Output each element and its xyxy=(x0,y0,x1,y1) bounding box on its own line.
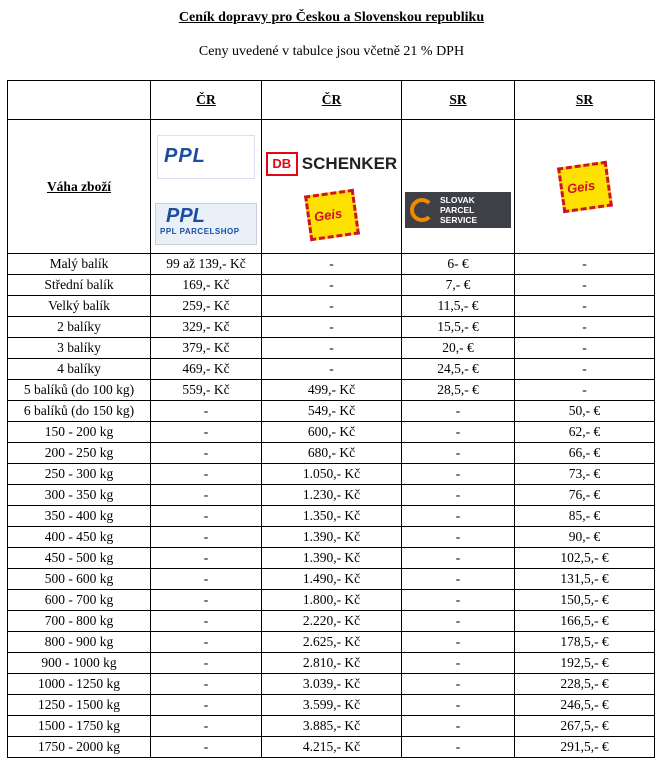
price-cell: 102,5,- € xyxy=(515,548,655,569)
price-cell: - xyxy=(402,590,515,611)
document-title: Ceník dopravy pro Českou a Slovenskou republiku xyxy=(178,10,485,25)
price-cell: 90,- € xyxy=(515,527,655,548)
price-cell: 11,5,- € xyxy=(402,296,515,317)
price-cell: - xyxy=(262,338,402,359)
price-cell: 1.050,- Kč xyxy=(262,464,402,485)
table-row xyxy=(8,359,655,380)
geis-logo xyxy=(304,188,360,241)
price-cell: - xyxy=(151,548,262,569)
price-cell: - xyxy=(262,275,402,296)
weight-label-cell: 2 balíky xyxy=(8,317,151,338)
price-cell: - xyxy=(402,401,515,422)
price-cell: 499,- Kč xyxy=(262,380,402,401)
price-cell: - xyxy=(151,506,262,527)
price-cell: - xyxy=(515,254,655,275)
price-cell: - xyxy=(402,611,515,632)
price-cell: - xyxy=(515,275,655,296)
price-cell: - xyxy=(151,716,262,737)
price-cell: - xyxy=(402,569,515,590)
price-cell: 259,- Kč xyxy=(151,296,262,317)
price-cell: 2.625,- Kč xyxy=(262,632,402,653)
weight-label-cell: 1750 - 2000 kg xyxy=(8,737,151,758)
price-cell: 166,5,- € xyxy=(515,611,655,632)
price-cell: 1.390,- Kč xyxy=(262,527,402,548)
table-row xyxy=(8,296,655,317)
price-cell: 20,- € xyxy=(402,338,515,359)
price-cell: - xyxy=(262,359,402,380)
price-cell: - xyxy=(402,506,515,527)
weight-label-cell: 1250 - 1500 kg xyxy=(8,695,151,716)
table-row xyxy=(8,506,655,527)
weight-label-cell: 150 - 200 kg xyxy=(8,422,151,443)
ppl-parcelshop-mark: PPL xyxy=(166,204,205,227)
price-cell: 4.215,- Kč xyxy=(262,737,402,758)
price-cell: 1.490,- Kč xyxy=(262,569,402,590)
table-row xyxy=(8,611,655,632)
price-cell: 15,5,- € xyxy=(402,317,515,338)
price-cell: - xyxy=(402,485,515,506)
price-cell: - xyxy=(402,443,515,464)
table-row xyxy=(8,695,655,716)
price-cell: - xyxy=(151,590,262,611)
price-cell: 178,5,- € xyxy=(515,632,655,653)
price-cell: 549,- Kč xyxy=(262,401,402,422)
price-cell: - xyxy=(402,716,515,737)
price-cell: - xyxy=(151,737,262,758)
price-cell: - xyxy=(515,296,655,317)
document-subtitle: Ceny uvedené v tabulce jsou včetně 21 % DPH xyxy=(198,44,465,59)
price-cell: - xyxy=(151,611,262,632)
table-row xyxy=(8,422,655,443)
price-cell: - xyxy=(151,695,262,716)
weight-label-cell: 450 - 500 kg xyxy=(8,548,151,569)
price-cell: 246,5,- € xyxy=(515,695,655,716)
price-cell: 73,- € xyxy=(515,464,655,485)
table-row xyxy=(8,443,655,464)
ppl-parcelshop-logo xyxy=(155,203,257,245)
price-cell: - xyxy=(402,548,515,569)
price-cell: 169,- Kč xyxy=(151,275,262,296)
weight-label-cell: 200 - 250 kg xyxy=(8,443,151,464)
price-cell: - xyxy=(402,737,515,758)
ppl-logos-cell xyxy=(151,120,262,254)
price-cell: 1.230,- Kč xyxy=(262,485,402,506)
price-cell: - xyxy=(151,569,262,590)
weight-label-cell: Malý balík xyxy=(8,254,151,275)
db-schenker-logo xyxy=(262,152,401,176)
price-cell: 76,- € xyxy=(515,485,655,506)
column-header-sk-1: SR xyxy=(402,81,515,120)
sps-swirl-icon xyxy=(410,198,434,222)
price-cell: - xyxy=(262,317,402,338)
price-cell: - xyxy=(515,338,655,359)
table-row xyxy=(8,737,655,758)
table-row xyxy=(8,674,655,695)
price-cell: 291,5,- € xyxy=(515,737,655,758)
weight-label-cell: 800 - 900 kg xyxy=(8,632,151,653)
price-cell: - xyxy=(262,296,402,317)
weight-label-cell: 3 balíky xyxy=(8,338,151,359)
table-row xyxy=(8,590,655,611)
price-cell: 1.350,- Kč xyxy=(262,506,402,527)
price-cell: - xyxy=(151,464,262,485)
price-cell: 131,5,- € xyxy=(515,569,655,590)
sps-logo-text: SLOVAK PARCEL SERVICE xyxy=(440,194,478,225)
weight-label-cell: 1000 - 1250 kg xyxy=(8,674,151,695)
price-cell: 2.810,- Kč xyxy=(262,653,402,674)
table-row xyxy=(8,632,655,653)
price-cell: 62,- € xyxy=(515,422,655,443)
price-cell: 150,5,- € xyxy=(515,590,655,611)
ppl-logo xyxy=(157,135,255,179)
schenker-logo-text: SCHENKER xyxy=(301,153,398,173)
table-row xyxy=(8,254,655,275)
weight-label-cell: Střední balík xyxy=(8,275,151,296)
price-cell: - xyxy=(402,632,515,653)
price-cell: 85,- € xyxy=(515,506,655,527)
table-row xyxy=(8,653,655,674)
price-cell: 3.039,- Kč xyxy=(262,674,402,695)
slovak-parcel-service-logo xyxy=(405,192,511,228)
price-cell: - xyxy=(402,695,515,716)
price-cell: - xyxy=(515,380,655,401)
price-cell: 50,- € xyxy=(515,401,655,422)
column-header-cz-1: ČR xyxy=(151,81,262,120)
price-cell: - xyxy=(515,359,655,380)
price-cell: - xyxy=(151,485,262,506)
logo-row xyxy=(8,120,655,254)
weight-label-cell: 700 - 800 kg xyxy=(8,611,151,632)
table-row xyxy=(8,275,655,296)
weight-label-cell: 250 - 300 kg xyxy=(8,464,151,485)
table-row xyxy=(8,527,655,548)
price-cell: - xyxy=(151,653,262,674)
price-cell: - xyxy=(262,254,402,275)
price-rows xyxy=(8,254,655,758)
price-cell: - xyxy=(151,632,262,653)
table-row xyxy=(8,317,655,338)
price-cell: 469,- Kč xyxy=(151,359,262,380)
weight-label-cell: 5 balíků (do 100 kg) xyxy=(8,380,151,401)
price-cell: 559,- Kč xyxy=(151,380,262,401)
geis-logo-sk xyxy=(557,160,613,213)
price-cell: 600,- Kč xyxy=(262,422,402,443)
price-cell: 379,- Kč xyxy=(151,338,262,359)
table-header-row xyxy=(8,81,655,120)
weight-header-cell xyxy=(8,120,151,254)
price-cell: - xyxy=(151,401,262,422)
price-cell: - xyxy=(402,674,515,695)
weight-label-cell: Velký balík xyxy=(8,296,151,317)
ppl-parcelshop-text: PPL PARCELSHOP xyxy=(160,226,240,236)
price-cell: 7,- € xyxy=(402,275,515,296)
geis-sk-logo-cell xyxy=(515,120,655,254)
weight-label-cell: 600 - 700 kg xyxy=(8,590,151,611)
column-header-cz-2: ČR xyxy=(262,81,402,120)
table-row xyxy=(8,569,655,590)
price-cell: 99 až 139,- Kč xyxy=(151,254,262,275)
geis-logo-sk-text: Geis xyxy=(565,177,596,196)
price-cell: 3.885,- Kč xyxy=(262,716,402,737)
price-cell: 66,- € xyxy=(515,443,655,464)
table-row xyxy=(8,338,655,359)
price-cell: 1.800,- Kč xyxy=(262,590,402,611)
table-row xyxy=(8,401,655,422)
price-cell: - xyxy=(402,464,515,485)
price-cell: - xyxy=(515,317,655,338)
column-header-sk-2: SR xyxy=(515,81,655,120)
weight-label-cell: 400 - 450 kg xyxy=(8,527,151,548)
price-cell: - xyxy=(151,527,262,548)
table-row xyxy=(8,464,655,485)
weight-label-cell: 1500 - 1750 kg xyxy=(8,716,151,737)
price-cell: 24,5,- € xyxy=(402,359,515,380)
price-cell: 2.220,- Kč xyxy=(262,611,402,632)
price-cell: 329,- Kč xyxy=(151,317,262,338)
weight-label-cell: 500 - 600 kg xyxy=(8,569,151,590)
price-cell: 28,5,- € xyxy=(402,380,515,401)
weight-label-cell: 300 - 350 kg xyxy=(8,485,151,506)
price-cell: 228,5,- € xyxy=(515,674,655,695)
weight-header-label: Váha zboží xyxy=(46,178,112,194)
price-cell: - xyxy=(151,443,262,464)
price-cell: - xyxy=(402,422,515,443)
table-row xyxy=(8,548,655,569)
table-row xyxy=(8,716,655,737)
weight-label-cell: 4 balíky xyxy=(8,359,151,380)
price-cell: - xyxy=(402,527,515,548)
price-cell: 680,- Kč xyxy=(262,443,402,464)
weight-label-cell: 900 - 1000 kg xyxy=(8,653,151,674)
price-cell: 3.599,- Kč xyxy=(262,695,402,716)
price-cell: 1.390,- Kč xyxy=(262,548,402,569)
sps-logo-cell xyxy=(402,120,515,254)
db-logo-mark: DB xyxy=(266,152,298,176)
corner-cell xyxy=(8,81,151,120)
table-row xyxy=(8,485,655,506)
price-cell: 267,5,- € xyxy=(515,716,655,737)
price-cell: 6- € xyxy=(402,254,515,275)
weight-label-cell: 350 - 400 kg xyxy=(8,506,151,527)
price-cell: - xyxy=(151,674,262,695)
schenker-geis-logos-cell xyxy=(262,120,402,254)
geis-logo-text: Geis xyxy=(312,205,343,224)
price-cell: - xyxy=(402,653,515,674)
weight-label-cell: 6 balíků (do 150 kg) xyxy=(8,401,151,422)
ppl-logo-text: PPL xyxy=(164,144,206,167)
price-cell: - xyxy=(151,422,262,443)
price-cell: 192,5,- € xyxy=(515,653,655,674)
table-row xyxy=(8,380,655,401)
price-table xyxy=(7,80,655,758)
